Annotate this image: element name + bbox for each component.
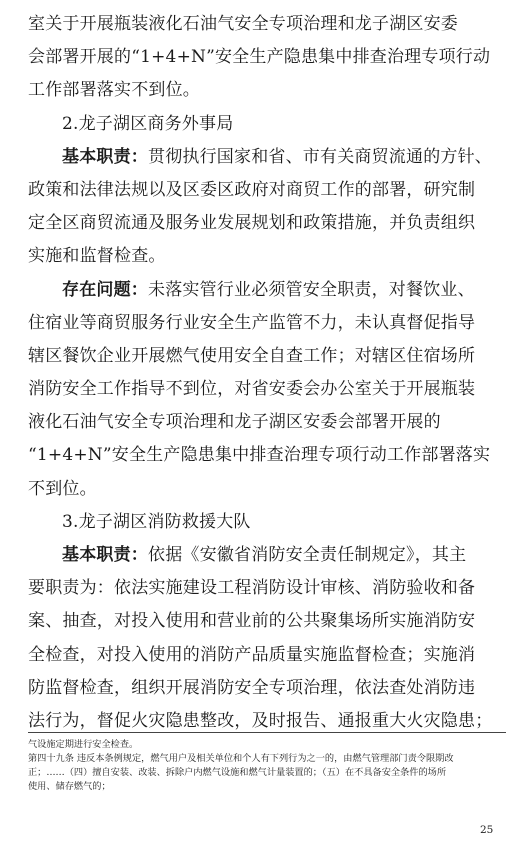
text-line: 实施和监督检查。 <box>28 246 166 267</box>
text-line: 工作部署落实不到位。 <box>28 80 200 101</box>
duty-text: 贯彻执行国家和省、市有关商贸流通的方针、 <box>148 146 492 167</box>
duty-label: 基本职责： <box>62 545 148 565</box>
text-line: 法行为，督促火灾隐患整改，及时报告、通报重大火灾隐患； <box>28 710 493 731</box>
text-line: 政策和法律法规以及区委区政府对商贸工作的部署，研究制 <box>28 179 476 200</box>
text-line: 室关于开展瓶装液化石油气安全专项治理和龙子湖区安委 <box>28 14 458 34</box>
text-line: 消防安全工作指导不到位，对省安委会办公室关于开展瓶装 <box>28 379 476 400</box>
issue-label: 存在问题： <box>62 279 148 300</box>
section-heading-3: 3.龙子湖区消防救援大队 <box>62 511 251 532</box>
text-line: 住宿业等商贸服务行业安全生产监管不力，未认真督促指导 <box>28 312 476 333</box>
text-line: 防监督检查，组织开展消防安全专项治理，依法查处消防违 <box>28 677 476 698</box>
page-number: 25 <box>480 824 494 836</box>
duty-text: 依据《安徽省消防安全责任制规定》，其主 <box>148 545 467 565</box>
footnote-divider <box>28 732 506 733</box>
text-line: 辖区餐饮企业开展燃气使用安全自查工作；对辖区住宿场所 <box>28 345 476 366</box>
text-line: 定全区商贸流通及服务业发展规划和政策措施，并负责组织 <box>28 213 476 234</box>
footnote-line: 气设施定期进行安全检查。 <box>28 739 139 750</box>
text-line: 不到位。 <box>28 478 97 499</box>
duty-line-first <box>28 141 506 174</box>
text-line: “1+4+N”安全生产隐患集中排查治理专项行动工作部署落实 <box>28 445 491 466</box>
issue-text: 未落实管行业必须管安全职责，对餐饮业、 <box>148 279 475 300</box>
footnote-line: 正；……（四）擅自安装、改装、拆除户内燃气设施和燃气计量装置的；（五）在不具备安全条件的场所 <box>28 767 447 778</box>
footnotes <box>28 738 506 794</box>
section-heading-2: 2.龙子湖区商务外事局 <box>62 113 234 134</box>
body-text <box>28 8 506 738</box>
footnote-line: 第四十九条 违反本条例规定，燃气用户及相关单位和个人有下列行为之一的，由燃气管理部门责令限期改 <box>28 753 454 764</box>
issue-line-first <box>28 274 506 307</box>
duty-label: 基本职责： <box>62 146 148 167</box>
text-line: 要职责为：依法实施建设工程消防设计审核、消防验收和备 <box>28 578 476 599</box>
text-line: 全检查，对投入使用的消防产品质量实施监督检查；实施消 <box>28 644 476 665</box>
text-line: 液化石油气安全专项治理和龙子湖区安委会部署开展的 <box>28 412 441 433</box>
duty-line-first <box>28 539 506 572</box>
text-line: 会部署开展的“1+4+N”安全生产隐患集中排查治理专项行动 <box>28 47 491 68</box>
text-line: 案、抽查，对投入使用和营业前的公共聚集场所实施消防安 <box>28 611 476 632</box>
footnote-line: 使用、储存燃气的； <box>28 781 111 792</box>
